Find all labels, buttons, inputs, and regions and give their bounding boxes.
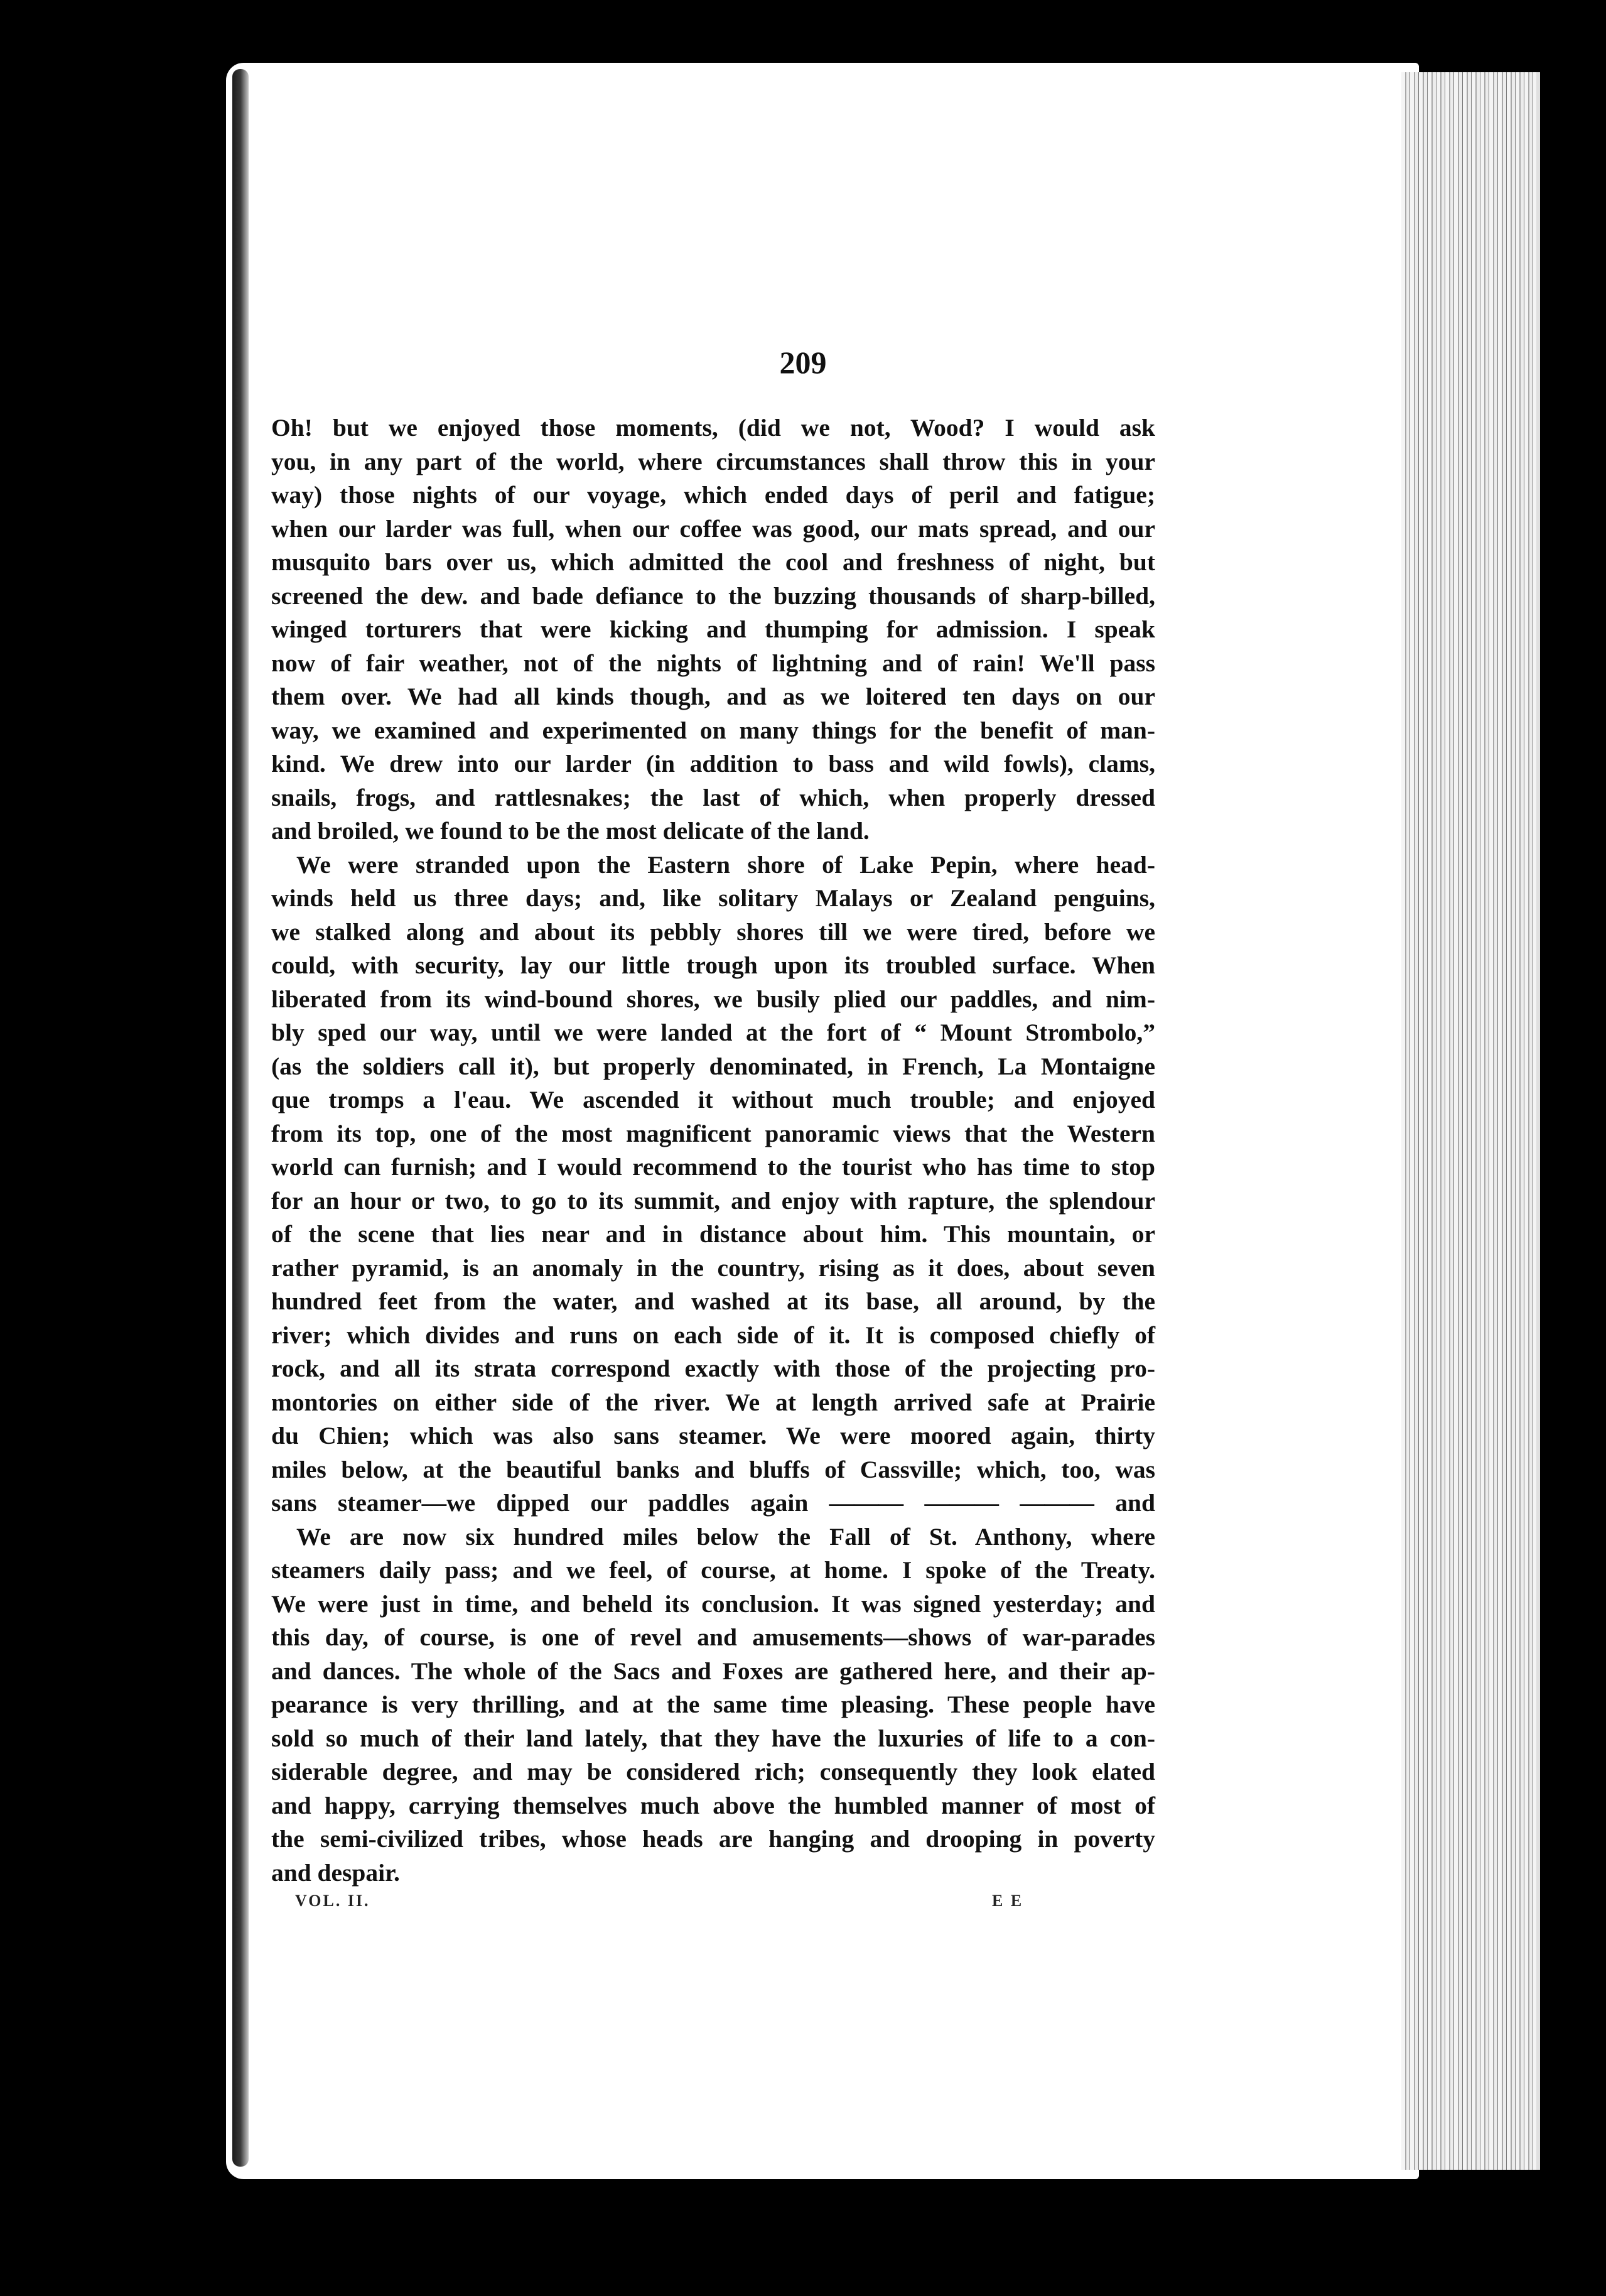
text-line: and dances. The whole of the Sacs and Foxes are gathered here, and their ap-: [271, 1657, 1155, 1685]
text-line: We were just in time, and beheld its conclusion. It was signed yesterday; and: [271, 1589, 1155, 1618]
text-line: from its top, one of the most magnificent panoramic views that the Western: [271, 1119, 1155, 1147]
text-line: now of fair weather, not of the nights of lightning and of rain! We'll pass: [271, 649, 1155, 677]
text-line: when our larder was full, when our coffee was good, our mats spread, and our: [271, 514, 1155, 543]
text-line: bly sped our way, until we were landed at the fort of “ Mount Strombolo,”: [271, 1019, 1155, 1046]
page-number: 209: [779, 345, 827, 380]
text-line: We are now six hundred miles below the Fall of St. Anthony, where: [296, 1522, 1155, 1551]
text-line: rather pyramid, is an anomaly in the country, rising as it does, about seven: [271, 1254, 1155, 1282]
text-line: world can furnish; and I would recommend to the tourist who has time to stop: [271, 1153, 1155, 1181]
text-line: screened the dew. and bade defiance to the buzzing thousands of sharp-billed,: [271, 582, 1155, 610]
text-line: you, in any part of the world, where circumstances shall throw this in your: [271, 447, 1155, 475]
text-line: kind. We drew into our larder (in addition to bass and wild fowls), clams,: [271, 750, 1155, 777]
text-line: sold so much of their land lately, that they have the luxuries of life to a con-: [271, 1724, 1155, 1752]
text-line: hundred feet from the water, and washed at its base, all around, by the: [271, 1287, 1155, 1315]
text-line: this day, of course, is one of revel and amusements—shows of war-parades: [271, 1623, 1155, 1651]
text-line: montories on either side of the river. We at length arrived safe at Prairie: [271, 1388, 1155, 1416]
signature-mark: E E: [992, 1892, 1024, 1910]
text-line: way, we examined and experimented on many things for the benefit of man-: [271, 716, 1155, 744]
text-line: pearance is very thrilling, and at the same time pleasing. These people have: [271, 1691, 1155, 1718]
text-line: and broiled, we found to be the most delicate of the land.: [271, 817, 870, 845]
text-line: way) those nights of our voyage, which ended days of peril and fatigue;: [271, 481, 1155, 509]
text-line: and happy, carrying themselves much above the humbled manner of most of: [271, 1791, 1155, 1819]
text-line: musquito bars over us, which admitted the cool and freshness of night, but: [271, 548, 1155, 576]
text-line: we stalked along and about its pebbly shores till we were tired, before we: [271, 918, 1155, 946]
text-line: river; which divides and runs on each side of it. It is composed chiefly of: [271, 1321, 1155, 1349]
text-line: of the scene that lies near and in distance about him. This mountain, or: [271, 1220, 1155, 1248]
text-line: winged torturers that were kicking and thumping for admission. I speak: [271, 615, 1155, 643]
text-line: siderable degree, and may be considered rich; consequently they look elated: [271, 1758, 1155, 1785]
text-line: rock, and all its strata correspond exactly with those of the projecting pro-: [271, 1355, 1155, 1382]
text-line: miles below, at the beautiful banks and bluffs of Cassville; which, too, was: [271, 1455, 1155, 1483]
text-line: the semi-civilized tribes, whose heads are hanging and drooping in poverty: [271, 1825, 1155, 1853]
text-line: winds held us three days; and, like solitary Malays or Zealand penguins,: [271, 884, 1155, 912]
body-text: [271, 411, 1155, 1890]
text-line: We were stranded upon the Eastern shore of Lake Pepin, where head-: [296, 850, 1155, 879]
page-gutter: [232, 69, 249, 2167]
text-line: Oh! but we enjoyed those moments, (did we not, Wood? I would ask: [271, 414, 1155, 441]
text-line: liberated from its wind-bound shores, we busily plied our paddles, and nim-: [271, 985, 1155, 1013]
page-edges: [1401, 72, 1540, 2170]
text-line: du Chien; which was also sans steamer. We were moored again, thirty: [271, 1422, 1155, 1449]
text-line: for an hour or two, to go to its summit, and enjoy with rapture, the splendour: [271, 1186, 1155, 1215]
text-line: sans steamer—we dipped our paddles again ——— ——— ——— and: [271, 1489, 1155, 1517]
text-line: steamers daily pass; and we feel, of course, at home. I spoke of the Treaty.: [271, 1556, 1155, 1584]
text-line: and despair.: [271, 1858, 400, 1887]
text-line: snails, frogs, and rattlesnakes; the last of which, when properly dressed: [271, 783, 1155, 811]
text-line: que tromps a l'eau. We ascended it without much trouble; and enjoyed: [271, 1086, 1155, 1113]
volume-mark: VOL. II.: [295, 1892, 370, 1910]
text-line: them over. We had all kinds though, and as we loitered ten days on our: [271, 683, 1155, 710]
text-line: could, with security, lay our little trough upon its troubled surface. When: [271, 951, 1155, 979]
text-line: (as the soldiers call it), but properly denominated, in French, La Montaigne: [271, 1052, 1155, 1080]
